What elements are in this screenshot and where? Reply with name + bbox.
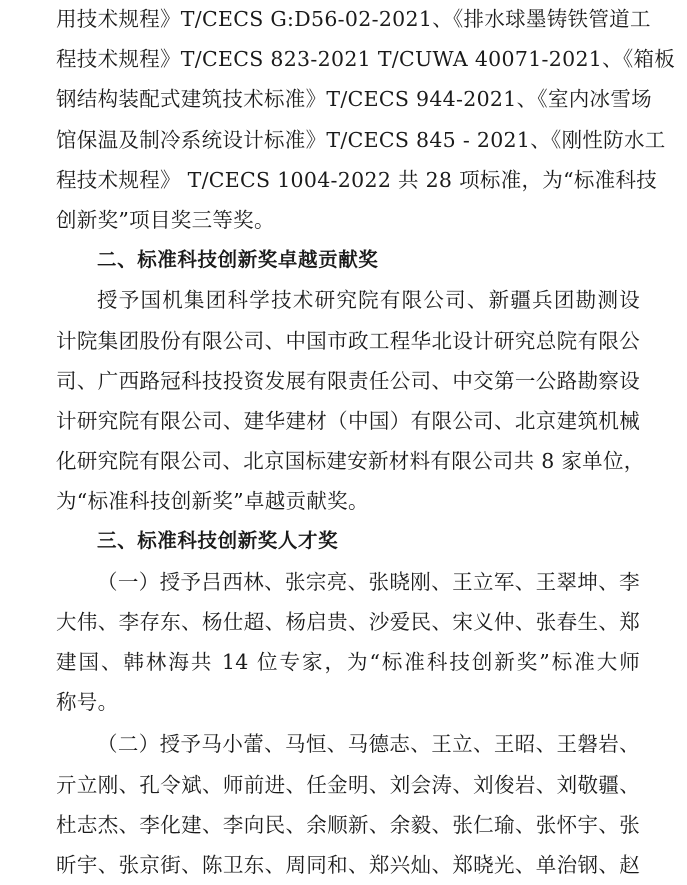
text-line: 程技术规程》 T/CECS 1004-2022 共 28 项标准，为“标准科技 <box>56 167 658 192</box>
text-line: 授予国机集团科学技术研究院有限公司、新疆兵团勘测设 <box>97 288 640 313</box>
text-line: 建国、韩林海共 14 位专家，为“标准科技创新奖”标准大师 <box>56 650 640 674</box>
text-line: 亓立刚、孔令斌、师前进、任金明、刘会涛、刘俊岩、刘敬疆、 <box>56 772 640 797</box>
paragraph-talent-list <box>56 724 640 885</box>
text-line: 称号。 <box>56 690 119 715</box>
text-line: 程技术规程》T/CECS 823-2021 T/CUWA 40071-2021、《箱板 <box>56 47 676 72</box>
text-line: 杜志杰、李化建、李向民、余顺新、余毅、张仁瑜、张怀宇、张 <box>56 812 640 837</box>
text-line: 化研究院有限公司、北京国标建安新材料有限公司共 8 家单位， <box>56 449 645 474</box>
section-heading-excellence-contribution: 二、标准科技创新奖卓越贡献奖 <box>97 248 379 272</box>
text-line: 馆保温及制冷系统设计标准》T/CECS 845 - 2021、《刚性防水工 <box>56 127 666 152</box>
document-page <box>56 0 676 885</box>
text-line: 计研究院有限公司、建华建材（中国）有限公司、北京建筑机械 <box>56 408 640 433</box>
text-line: 用技术规程》T/CECS G:D56-02-2021、《排水球墨铸铁管道工 <box>56 7 651 31</box>
paragraph-standard-masters <box>56 562 640 723</box>
text-line: （二）授予马小蕾、马恒、马德志、王立、王昭、王磐岩、 <box>97 732 640 757</box>
paragraph-contribution-units <box>56 280 645 521</box>
text-line: 计院集团股份有限公司、中国市政工程华北设计研究总院有限公 <box>56 328 640 353</box>
section-heading-talent-award: 三、标准科技创新奖人才奖 <box>97 529 339 553</box>
text-line: 创新奖”项目奖三等奖。 <box>56 207 275 232</box>
text-line: 为“标准科技创新奖”卓越贡献奖。 <box>56 489 369 514</box>
text-line: 大伟、李存东、杨仕超、杨启贵、沙爱民、宋义仲、张春生、郑 <box>56 609 640 634</box>
text-line: 司、广西路冠科技投资发展有限责任公司、中交第一公路勘察设 <box>56 368 640 393</box>
paragraph-standards-list <box>56 0 676 240</box>
text-line: 昕宇、张京街、陈卫东、周同和、郑兴灿、郑晓光、单治钢、赵 <box>56 852 640 877</box>
text-line: （一）授予吕西林、张宗亮、张晓刚、王立军、王翠坤、李 <box>97 569 640 594</box>
text-line: 钢结构装配式建筑技术标准》T/CECS 944-2021、《室内冰雪场 <box>56 87 652 112</box>
